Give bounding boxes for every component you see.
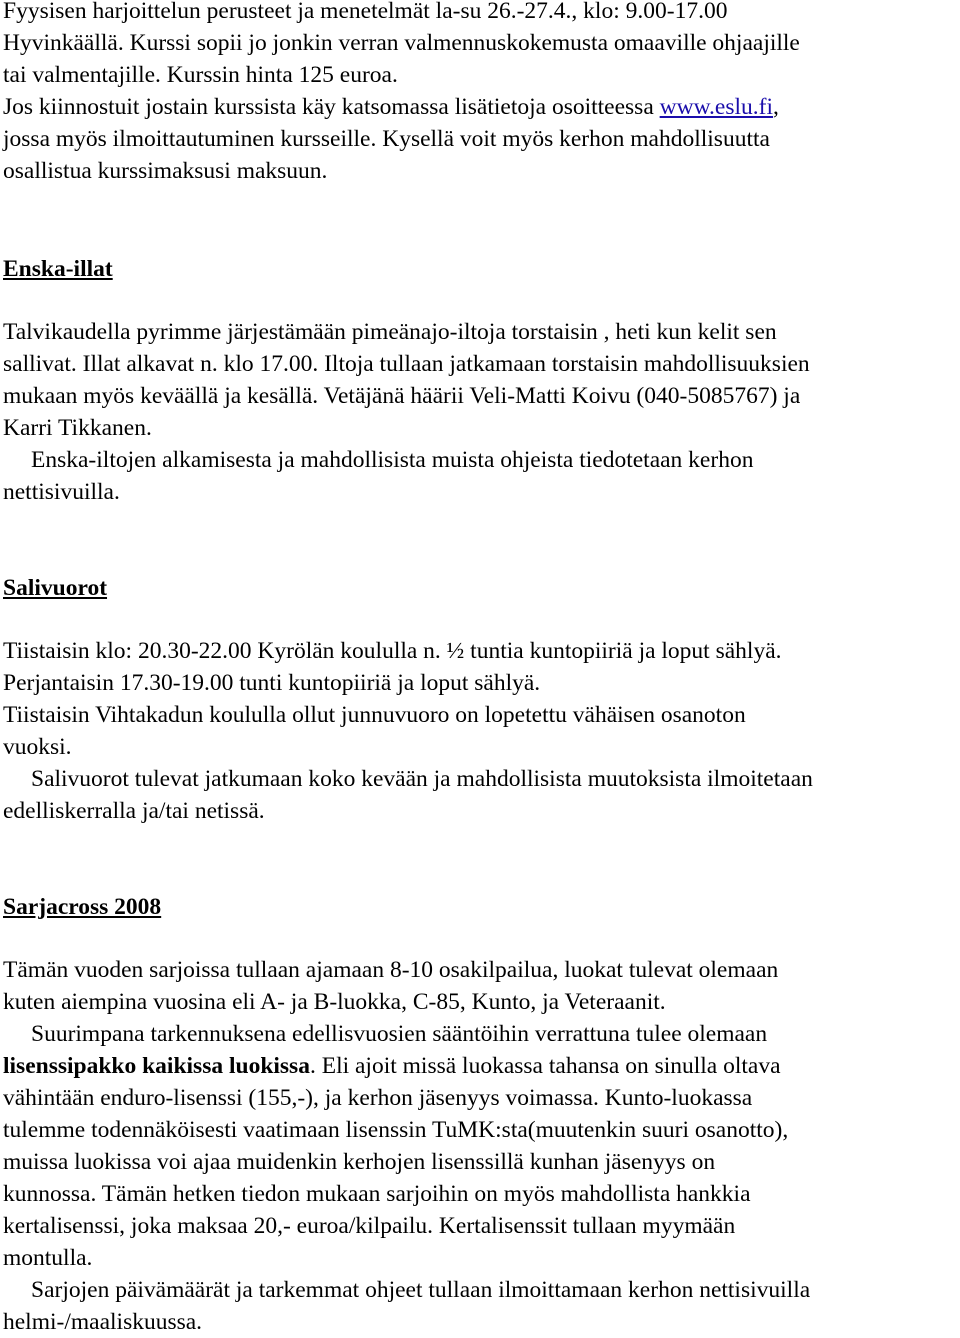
sarjacross-line-1: Tämän vuoden sarjoissa tullaan ajamaan 8-10 osakilpailua, luokat tulevat olemaan xyxy=(3,957,779,983)
salivuorot-line-4: vuoksi. xyxy=(3,734,72,760)
salivuorot-line-1: Tiistaisin klo: 20.30-22.00 Kyrölän koululla n. ½ tuntia kuntopiiriä ja loput sählyä. xyxy=(3,638,782,664)
intro-line-4 xyxy=(3,91,779,123)
sarjacross-line-2: kuten aiempina vuosina eli A- ja B-luokka, C-85, Kunto, ja Veteraanit. xyxy=(3,989,666,1015)
intro-line-4-comma: , xyxy=(773,94,779,120)
intro-line-5: jossa myös ilmoittautuminen kursseille. Kysellä voit myös kerhon mahdollisuutta xyxy=(3,126,770,152)
intro-line-1: Fyysisen harjoittelun perusteet ja menetelmät la-su 26.-27.4., klo: 9.00-17.00 xyxy=(3,0,728,24)
eslu-link[interactable]: www.eslu.fi xyxy=(659,94,773,120)
enska-line-5: Enska-iltojen alkamisesta ja mahdollisista muista ohjeista tiedotetaan kerhon xyxy=(31,447,754,473)
enska-line-4: Karri Tikkanen. xyxy=(3,415,152,441)
sarjacross-line-7: muissa luokissa voi ajaa muidenkin kerhojen lisenssillä kunhan jäsenyys on xyxy=(3,1149,716,1175)
sarjacross-line-8: kunnossa. Tämän hetken tiedon mukaan sarjoihin on myös mahdollista hankkia xyxy=(3,1181,751,1207)
sarjacross-line-4-text: . Eli ajoit missä luokassa tahansa on sinulla oltava xyxy=(309,1053,781,1079)
intro-line-3: tai valmentajille. Kurssin hinta 125 euroa. xyxy=(3,62,398,88)
enska-line-3: mukaan myös keväällä ja kesällä. Vetäjänä häärii Veli-Matti Koivu (040-5085767) ja xyxy=(3,383,801,409)
salivuorot-line-2: Perjantaisin 17.30-19.00 tunti kuntopiiriä ja loput sählyä. xyxy=(3,670,541,696)
sarjacross-line-9: kertalisenssi, joka maksaa 20,- euroa/kilpailu. Kertalisenssit tullaan myymään xyxy=(3,1213,736,1239)
sarjacross-line-11: Sarjojen päivämäärät ja tarkemmat ohjeet tullaan ilmoittamaan kerhon nettisivuilla xyxy=(31,1277,811,1303)
sarjacross-line-12: helmi-/maaliskuussa. xyxy=(3,1309,203,1335)
sarjacross-heading: Sarjacross 2008 xyxy=(3,894,162,920)
enska-line-1: Talvikaudella pyrimme järjestämään pimeänajo-iltoja torstaisin , heti kun kelit sen xyxy=(3,319,777,345)
salivuorot-heading: Salivuorot xyxy=(3,575,108,601)
sarjacross-line-10: montulla. xyxy=(3,1245,93,1271)
salivuorot-line-3: Tiistaisin Vihtakadun koululla ollut junnuvuoro on lopetettu vähäisen osanoton xyxy=(3,702,746,728)
enska-line-2: sallivat. Illat alkavat n. klo 17.00. Iltoja tullaan jatkamaan torstaisin mahdollisuuksien xyxy=(3,351,810,377)
salivuorot-line-5: Salivuorot tulevat jatkumaan koko kevään ja mahdollisista muutoksista ilmoitetaan xyxy=(31,766,813,792)
salivuorot-line-6: edelliskerralla ja/tai netissä. xyxy=(3,798,265,824)
intro-line-4-text: Jos kiinnostuit jostain kurssista käy katsomassa lisätietoja osoitteessa xyxy=(3,94,660,120)
sarjacross-line-4 xyxy=(3,1050,781,1082)
enska-heading: Enska-illat xyxy=(3,256,113,282)
sarjacross-line-6: tulemme todennäköisesti vaatimaan lisenssin TuMK:sta(muutenkin suuri osanotto), xyxy=(3,1117,789,1143)
intro-line-6: osallistua kurssimaksusi maksuun. xyxy=(3,158,328,184)
sarjacross-line-3: Suurimpana tarkennuksena edellisvuosien sääntöihin verrattuna tulee olemaan xyxy=(31,1021,768,1047)
license-requirement-bold: lisenssipakko kaikissa luokissa xyxy=(3,1053,310,1079)
intro-line-2: Hyvinkäällä. Kurssi sopii jo jonkin verran valmennuskokemusta omaaville ohjaajille xyxy=(3,30,800,56)
enska-line-6: nettisivuilla. xyxy=(3,479,120,505)
sarjacross-line-5: vähintään enduro-lisenssi (155,-), ja kerhon jäsenyys voimassa. Kunto-luokassa xyxy=(3,1085,753,1111)
